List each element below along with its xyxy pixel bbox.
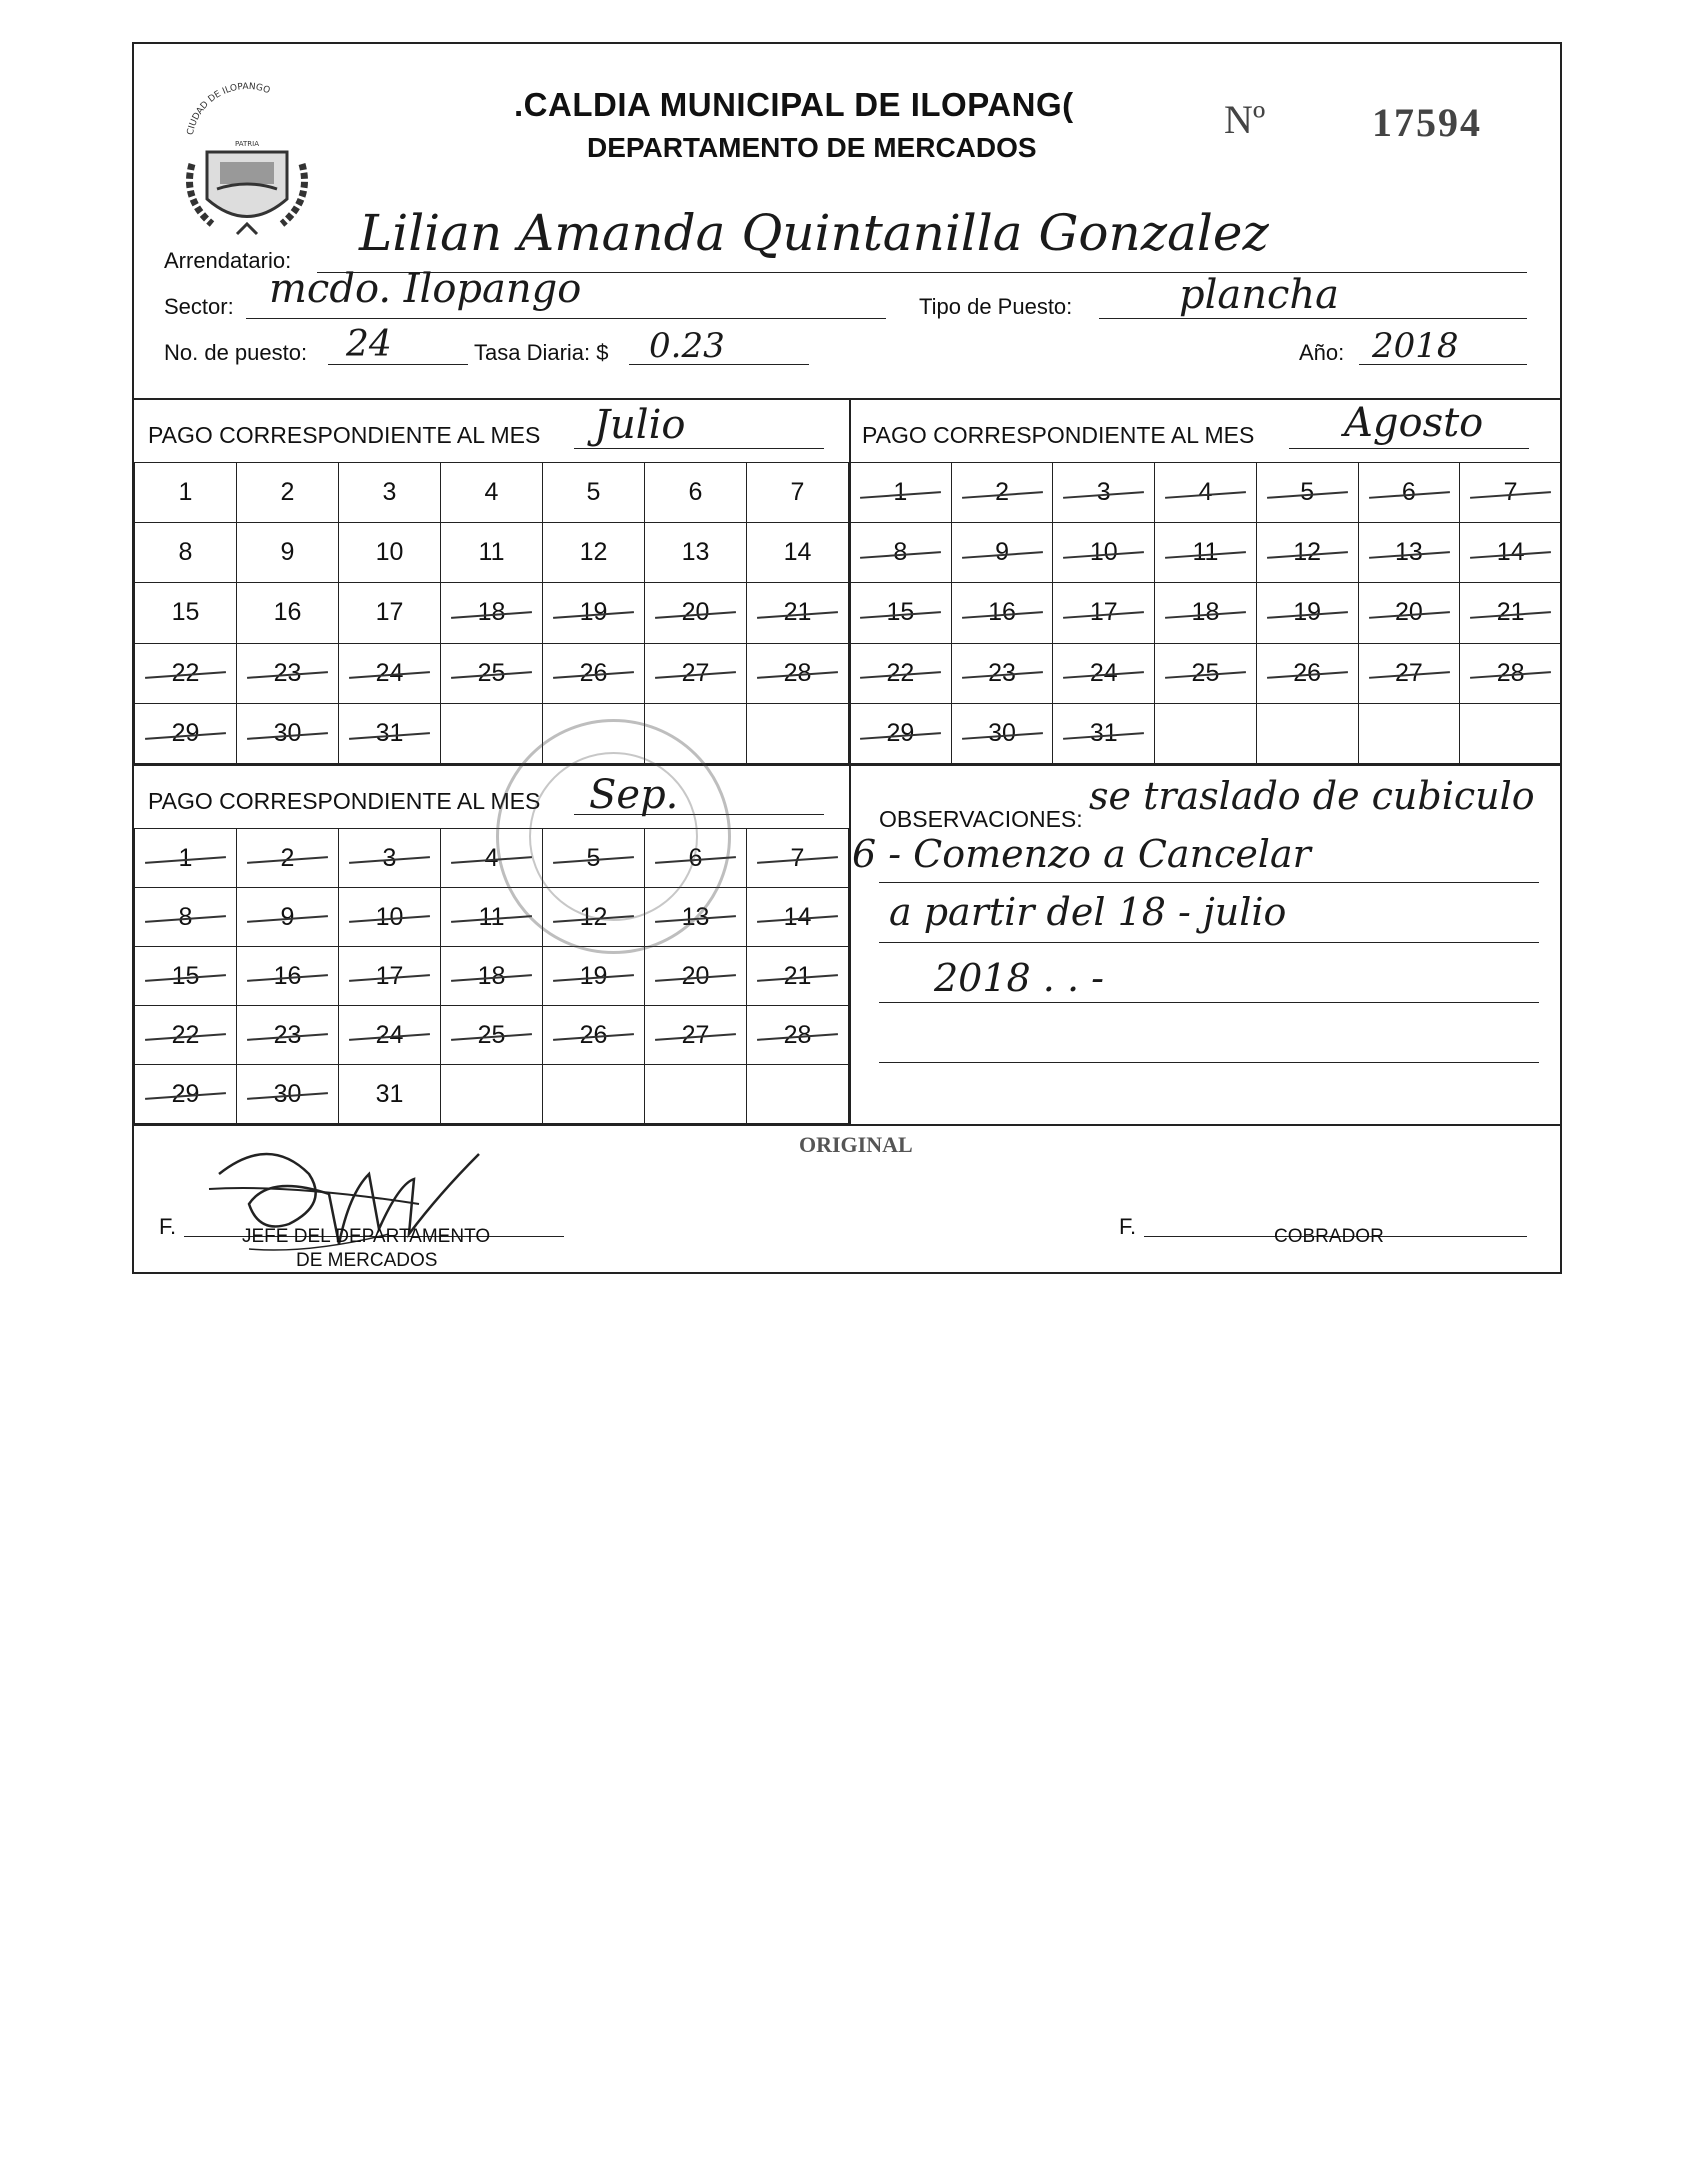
day-cell: 27 bbox=[645, 643, 747, 703]
day-cell: 25 bbox=[441, 643, 543, 703]
week-row bbox=[135, 523, 849, 583]
week-row bbox=[850, 643, 1562, 703]
day-cell: 7 bbox=[747, 463, 849, 523]
day-cell: 25 bbox=[441, 1006, 543, 1065]
day-cell: 22 bbox=[135, 1006, 237, 1065]
day-cell: 24 bbox=[1053, 643, 1155, 703]
week-row bbox=[135, 583, 849, 643]
day-cell: 14 bbox=[1460, 523, 1562, 583]
day-cell: 23 bbox=[951, 643, 1053, 703]
day-cell: 11 bbox=[1155, 523, 1257, 583]
day-cell: 29 bbox=[135, 703, 237, 763]
week-row bbox=[850, 463, 1562, 523]
day-cell: 31 bbox=[1053, 703, 1155, 763]
official-stamp-icon bbox=[496, 719, 731, 954]
day-cell: 20 bbox=[645, 583, 747, 643]
week-row bbox=[135, 1065, 849, 1124]
day-cell: 30 bbox=[951, 703, 1053, 763]
day-cell: 13 bbox=[645, 523, 747, 583]
empty-cell bbox=[441, 1065, 543, 1124]
day-cell: 15 bbox=[850, 583, 952, 643]
tipo-puesto-label: Tipo de Puesto: bbox=[919, 294, 1073, 319]
day-cell: 21 bbox=[747, 947, 849, 1006]
divider bbox=[134, 764, 1562, 766]
day-cell: 11 bbox=[441, 523, 543, 583]
original-mark: ORIGINAL bbox=[799, 1132, 913, 1157]
day-cell: 31 bbox=[339, 1065, 441, 1124]
day-cell: 30 bbox=[237, 703, 339, 763]
anio-value: 2018 bbox=[1372, 326, 1459, 366]
observaciones-line-3: a partir del 18 - julio bbox=[889, 890, 1287, 934]
day-cell: 16 bbox=[237, 583, 339, 643]
day-cell: 18 bbox=[441, 947, 543, 1006]
day-cell: 13 bbox=[645, 888, 747, 947]
tipo-puesto-line bbox=[1099, 318, 1527, 319]
tasa-label: Tasa Diaria: $ bbox=[474, 340, 609, 365]
month-3-grid bbox=[134, 828, 849, 1124]
week-row bbox=[135, 1006, 849, 1065]
day-cell: 26 bbox=[543, 643, 645, 703]
day-cell: 4 bbox=[441, 829, 543, 888]
week-row bbox=[135, 463, 849, 523]
empty-cell bbox=[1358, 703, 1460, 763]
day-cell: 14 bbox=[747, 888, 849, 947]
day-cell: 27 bbox=[1358, 643, 1460, 703]
day-cell: 12 bbox=[543, 888, 645, 947]
day-cell: 19 bbox=[543, 583, 645, 643]
day-cell: 28 bbox=[747, 1006, 849, 1065]
day-cell: 10 bbox=[339, 888, 441, 947]
day-cell: 30 bbox=[237, 1065, 339, 1124]
day-cell: 20 bbox=[1358, 583, 1460, 643]
day-cell: 24 bbox=[339, 643, 441, 703]
payment-card bbox=[132, 42, 1562, 1274]
day-cell: 17 bbox=[339, 583, 441, 643]
arrendatario-label: Arrendatario: bbox=[164, 248, 292, 273]
day-cell: 8 bbox=[135, 888, 237, 947]
tipo-puesto-value: plancha bbox=[1179, 272, 1340, 318]
day-cell: 24 bbox=[339, 1006, 441, 1065]
observaciones-rule bbox=[879, 882, 1539, 883]
day-cell: 6 bbox=[645, 829, 747, 888]
firma-left-prefix: F. bbox=[159, 1214, 177, 1239]
day-cell: 5 bbox=[1256, 463, 1358, 523]
week-row bbox=[135, 947, 849, 1006]
empty-cell bbox=[543, 1065, 645, 1124]
empty-cell bbox=[645, 1065, 747, 1124]
svg-text:CIUDAD DE ILOPANGO bbox=[186, 82, 272, 136]
tasa-value: 0.23 bbox=[649, 326, 725, 366]
day-cell: 2 bbox=[237, 463, 339, 523]
day-cell: 10 bbox=[339, 523, 441, 583]
day-cell: 1 bbox=[135, 829, 237, 888]
seal-text-bottom: PATRIA bbox=[234, 140, 260, 148]
day-cell: 16 bbox=[951, 583, 1053, 643]
empty-cell bbox=[1256, 703, 1358, 763]
day-cell: 26 bbox=[1256, 643, 1358, 703]
day-cell: 5 bbox=[543, 463, 645, 523]
observaciones-label: OBSERVACIONES: bbox=[879, 806, 1083, 832]
day-cell: 7 bbox=[747, 829, 849, 888]
day-cell: 15 bbox=[135, 947, 237, 1006]
month-3-label: PAGO CORRESPONDIENTE AL MES bbox=[148, 788, 541, 814]
day-cell: 6 bbox=[1358, 463, 1460, 523]
day-cell: 31 bbox=[339, 703, 441, 763]
day-cell: 4 bbox=[1155, 463, 1257, 523]
day-cell: 12 bbox=[543, 523, 645, 583]
day-cell: 3 bbox=[1053, 463, 1155, 523]
day-cell: 3 bbox=[339, 829, 441, 888]
empty-cell bbox=[441, 703, 543, 763]
month-3-value: Sep. bbox=[589, 772, 679, 818]
day-cell: 6 bbox=[645, 463, 747, 523]
week-row bbox=[135, 829, 849, 888]
empty-cell bbox=[747, 1065, 849, 1124]
day-cell: 3 bbox=[339, 463, 441, 523]
jefe-label-2: DE MERCADOS bbox=[296, 1250, 438, 1271]
puesto-label: No. de puesto: bbox=[164, 340, 308, 365]
day-cell: 16 bbox=[237, 947, 339, 1006]
receipt-number-label: Nº bbox=[1224, 97, 1266, 142]
anio-label: Año: bbox=[1299, 340, 1345, 365]
day-cell: 7 bbox=[1460, 463, 1562, 523]
day-cell: 22 bbox=[850, 643, 952, 703]
municipal-seal-icon bbox=[172, 74, 322, 249]
day-cell: 21 bbox=[1460, 583, 1562, 643]
sector-line bbox=[246, 318, 886, 319]
page-subtitle: DEPARTAMENTO DE MERCADOS bbox=[587, 132, 1037, 163]
day-cell: 28 bbox=[1460, 643, 1562, 703]
day-cell: 28 bbox=[747, 643, 849, 703]
month-2-value: Agosto bbox=[1344, 400, 1484, 446]
day-cell: 9 bbox=[237, 523, 339, 583]
page-title: .CALDIA MUNICIPAL DE ILOPANG( bbox=[514, 86, 1074, 123]
empty-cell bbox=[747, 703, 849, 763]
arrendatario-value: Lilian Amanda Quintanilla Gonzalez bbox=[359, 204, 1269, 262]
sector-value: mcdo. Ilopango bbox=[269, 266, 582, 312]
day-cell: 18 bbox=[441, 583, 543, 643]
day-cell: 23 bbox=[237, 643, 339, 703]
day-cell: 2 bbox=[951, 463, 1053, 523]
empty-cell bbox=[1155, 703, 1257, 763]
observaciones-rule bbox=[879, 1062, 1539, 1063]
day-cell: 5 bbox=[543, 829, 645, 888]
day-cell: 23 bbox=[237, 1006, 339, 1065]
day-cell: 4 bbox=[441, 463, 543, 523]
day-cell: 21 bbox=[747, 583, 849, 643]
day-cell: 1 bbox=[135, 463, 237, 523]
empty-cell bbox=[1460, 703, 1562, 763]
day-cell: 10 bbox=[1053, 523, 1155, 583]
day-cell: 20 bbox=[645, 947, 747, 1006]
day-cell: 19 bbox=[1256, 583, 1358, 643]
month-2-line bbox=[1289, 448, 1529, 449]
cobrador-label: COBRADOR bbox=[1274, 1226, 1384, 1247]
day-cell: 9 bbox=[951, 523, 1053, 583]
week-row bbox=[135, 888, 849, 947]
observaciones-line-4: 2018 . . - bbox=[934, 956, 1104, 1000]
week-row bbox=[850, 583, 1562, 643]
month-1-value: Julio bbox=[594, 402, 686, 448]
day-cell: 18 bbox=[1155, 583, 1257, 643]
day-cell: 17 bbox=[1053, 583, 1155, 643]
month-1-line bbox=[574, 448, 824, 449]
day-cell: 27 bbox=[645, 1006, 747, 1065]
week-row bbox=[135, 703, 849, 763]
observaciones-rule bbox=[879, 942, 1539, 943]
day-cell: 8 bbox=[135, 523, 237, 583]
divider bbox=[134, 1124, 1562, 1126]
puesto-value: 24 bbox=[346, 324, 392, 365]
week-row bbox=[850, 703, 1562, 763]
month-1-grid bbox=[134, 462, 849, 764]
day-cell: 25 bbox=[1155, 643, 1257, 703]
day-cell: 11 bbox=[441, 888, 543, 947]
week-row bbox=[135, 643, 849, 703]
jefe-label-1: JEFE DEL DEPARTAMENTO bbox=[242, 1226, 491, 1247]
day-cell: 13 bbox=[1358, 523, 1460, 583]
day-cell: 9 bbox=[237, 888, 339, 947]
day-cell: 29 bbox=[135, 1065, 237, 1124]
month-2-label: PAGO CORRESPONDIENTE AL MES bbox=[862, 422, 1255, 448]
month-1-label: PAGO CORRESPONDIENTE AL MES bbox=[148, 422, 541, 448]
observaciones-line-2: 6 - Comenzo a Cancelar bbox=[852, 832, 1311, 876]
day-cell: 22 bbox=[135, 643, 237, 703]
day-cell: 19 bbox=[543, 947, 645, 1006]
day-cell: 8 bbox=[850, 523, 952, 583]
month-2-grid bbox=[849, 462, 1562, 764]
day-cell: 2 bbox=[237, 829, 339, 888]
day-cell: 15 bbox=[135, 583, 237, 643]
day-cell: 12 bbox=[1256, 523, 1358, 583]
seal-text-top: CIUDAD DE ILOPANGO bbox=[185, 81, 272, 137]
observaciones-rule bbox=[879, 1002, 1539, 1003]
sector-label: Sector: bbox=[164, 294, 234, 319]
receipt-number: 17594 bbox=[1372, 100, 1482, 145]
day-cell: 26 bbox=[543, 1006, 645, 1065]
day-cell: 14 bbox=[747, 523, 849, 583]
observaciones-line-1: se traslado de cubiculo bbox=[1089, 774, 1535, 818]
firma-right-prefix: F. bbox=[1119, 1214, 1137, 1239]
day-cell: 29 bbox=[850, 703, 952, 763]
week-row bbox=[850, 523, 1562, 583]
day-cell: 17 bbox=[339, 947, 441, 1006]
day-cell: 1 bbox=[850, 463, 952, 523]
